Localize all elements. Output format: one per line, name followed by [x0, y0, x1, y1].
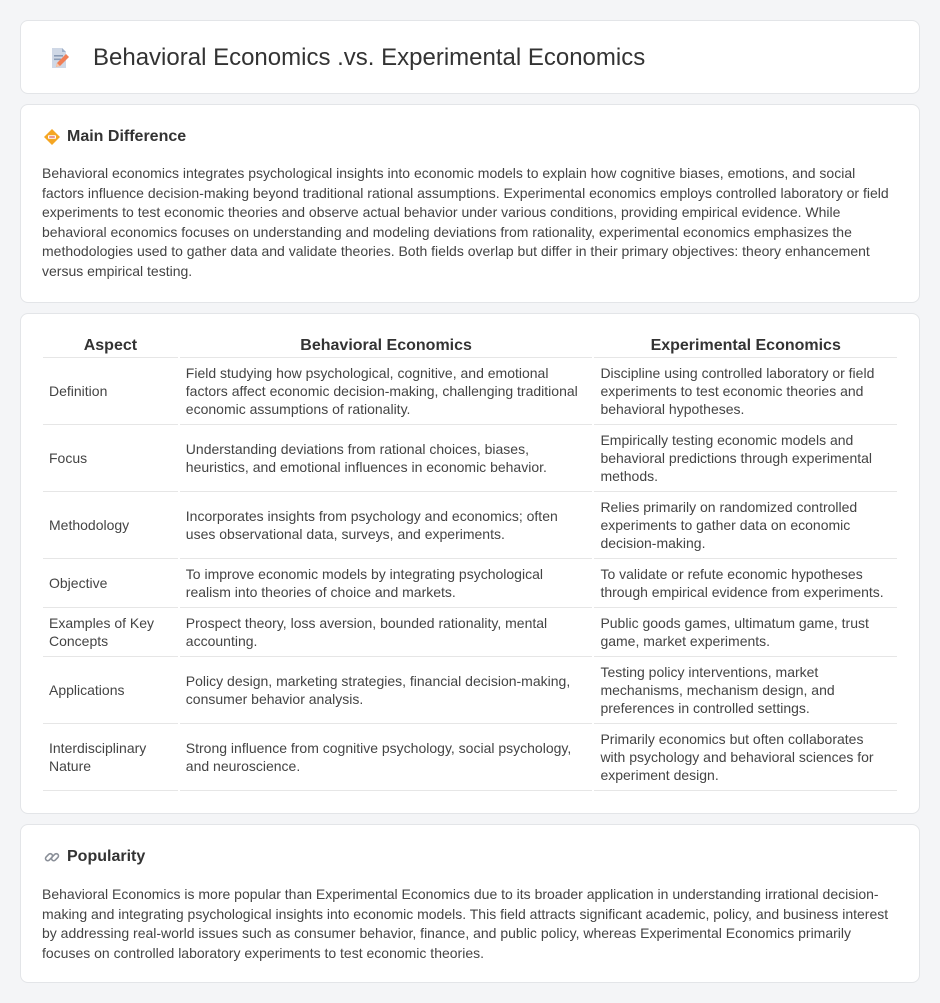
experimental-cell: Empirically testing economic models and behavioral predictions through experimental methods.	[594, 425, 897, 492]
table-row	[43, 492, 897, 559]
popularity-section	[20, 824, 920, 983]
aspect-cell: Definition	[43, 358, 178, 425]
aspect-cell: Focus	[43, 425, 178, 492]
aspect-cell: Examples of Key Concepts	[43, 608, 178, 657]
header-behavioral: Behavioral Economics	[180, 336, 593, 358]
table-row	[43, 724, 897, 791]
main-difference-section	[20, 104, 920, 303]
comparison-section	[20, 313, 920, 814]
experimental-cell: Relies primarily on randomized controlled experiments to gather data on economic decision-making.	[594, 492, 897, 559]
header-card	[20, 20, 920, 94]
table-row	[43, 358, 897, 425]
behavioral-cell: Field studying how psychological, cognitive, and emotional factors affect economic decision-making, challenging traditional economic assumptions of rationality.	[180, 358, 593, 425]
experimental-cell: To validate or refute economic hypotheses through empirical evidence from experiments.	[594, 559, 897, 608]
behavioral-cell: Understanding deviations from rational choices, biases, heuristics, and emotional influences in economic behavior.	[180, 425, 593, 492]
popularity-title: Popularity	[67, 848, 146, 865]
link-icon	[43, 848, 61, 866]
main-difference-heading	[43, 127, 186, 147]
comparison-table	[41, 336, 899, 791]
aspect-cell: Objective	[43, 559, 178, 608]
page-title: Behavioral Economics .vs. Experimental Economics	[93, 44, 646, 71]
popularity-text: Behavioral Economics is more popular than Experimental Economics due to its broader application in understanding irrational decision-making and integrating psychological insights into economic models. This field attracts significant academic, policy, and business interest by addressing real-world issues such as consumer behavior, finance, and public policy, whereas Experimental Economics primarily focuses on controlled laboratory experiments to test economic theories.	[42, 886, 889, 961]
header-experimental: Experimental Economics	[594, 336, 897, 358]
diamond-warning-icon	[43, 128, 61, 146]
header-aspect: Aspect	[43, 336, 178, 358]
aspect-cell: Methodology	[43, 492, 178, 559]
table-row	[43, 425, 897, 492]
behavioral-cell: Policy design, marketing strategies, financial decision-making, consumer behavior analysis.	[180, 657, 593, 724]
popularity-heading	[43, 847, 145, 867]
experimental-cell: Primarily economics but often collaborates with psychology and behavioral sciences for experiment design.	[594, 724, 897, 791]
main-difference-title: Main Difference	[67, 128, 187, 145]
experimental-cell: Testing policy interventions, market mechanisms, mechanism design, and preferences in controlled settings.	[594, 657, 897, 724]
experimental-cell: Public goods games, ultimatum game, trust game, market experiments.	[594, 608, 897, 657]
main-difference-text: Behavioral economics integrates psychological insights into economic models to explain how cognitive biases, emotions, and social factors influence decision-making beyond traditional rational assumptions. Experimental economics employs controlled laboratory or field experiments to test economic theories and observe actual behavior under various conditions, providing empirical evidence. While behavioral economics focuses on understanding and modeling deviations from rationality, experimental economics emphasizes the methodologies used to gather data and validate theories. Both fields overlap but differ in their primary objectives: theory enhancement versus empirical testing.	[42, 165, 889, 279]
behavioral-cell: Incorporates insights from psychology and economics; often uses observational data, surveys, and experiments.	[180, 492, 593, 559]
table-header-row	[43, 336, 897, 358]
aspect-cell: Applications	[43, 657, 178, 724]
behavioral-cell: To improve economic models by integrating psychological realism into theories of choice and markets.	[180, 559, 593, 608]
table-row	[43, 559, 897, 608]
aspect-cell: Interdisciplinary Nature	[43, 724, 178, 791]
document-pencil-icon	[47, 46, 71, 70]
table-row	[43, 608, 897, 657]
experimental-cell: Discipline using controlled laboratory or field experiments to test economic theories and behavioral hypotheses.	[594, 358, 897, 425]
behavioral-cell: Strong influence from cognitive psychology, social psychology, and neuroscience.	[180, 724, 593, 791]
table-row	[43, 657, 897, 724]
behavioral-cell: Prospect theory, loss aversion, bounded rationality, mental accounting.	[180, 608, 593, 657]
